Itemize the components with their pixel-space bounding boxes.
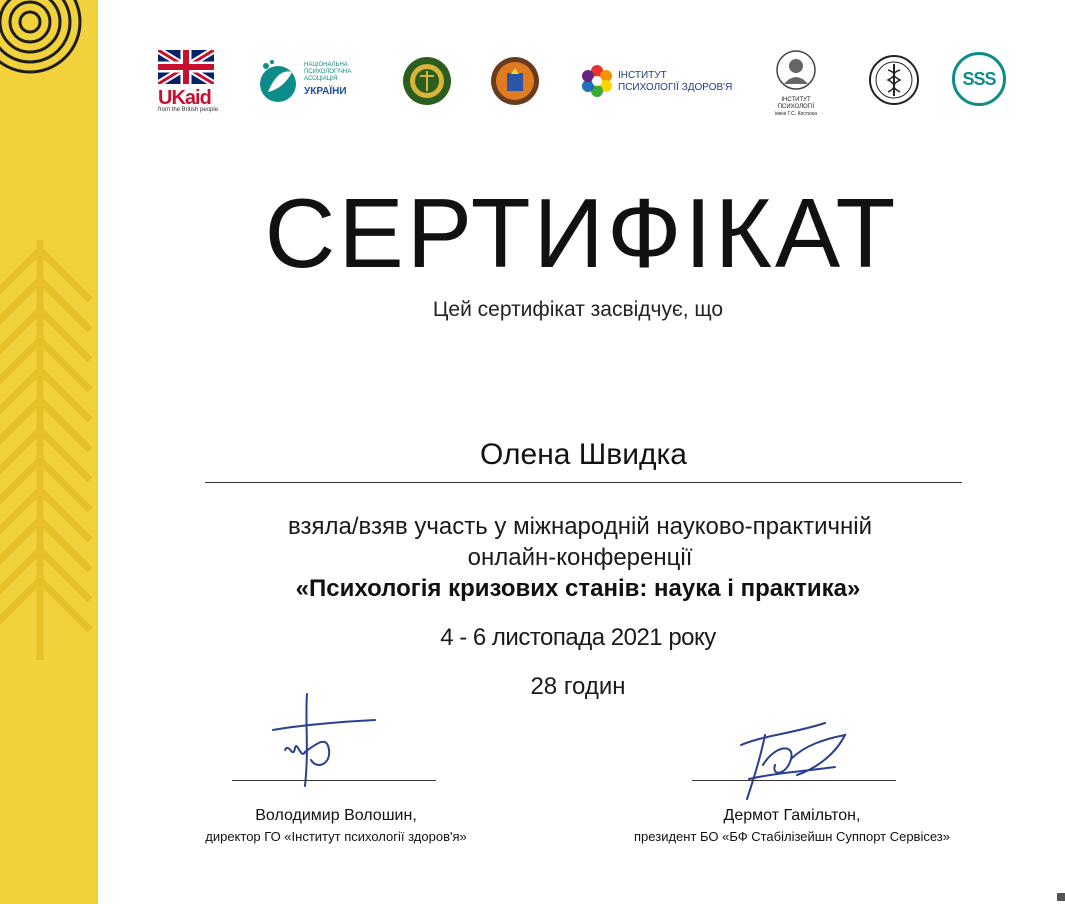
sss-label: SSS — [962, 68, 996, 89]
participation-line-2: онлайн-конференції — [467, 544, 693, 571]
corner-mark — [1057, 893, 1065, 901]
flower-icon — [580, 64, 614, 98]
participation-line-1: взяла/взяв участь у міжнародній науково-практичній — [287, 513, 873, 540]
health-psychology-institute-logo — [580, 50, 740, 112]
sss-circle-icon — [952, 52, 1006, 106]
left-handwritten-signature — [265, 690, 380, 790]
recipient-underline — [205, 482, 962, 483]
right-signatory — [600, 807, 984, 844]
kostiuk-line1: ІНСТИТУТ — [781, 97, 811, 103]
conference-dates: 4 - 6 листопада 2021 року — [440, 624, 716, 651]
npa-emblem-icon — [258, 58, 302, 106]
npa-logo — [258, 50, 363, 112]
participation-text — [150, 511, 1010, 573]
right-signatory-role: президент БО «БФ Стабілізейшн Суппорт Сервісез» — [634, 829, 950, 844]
ukaid-label: UKaid — [158, 87, 211, 109]
uk-flag-icon — [158, 50, 214, 84]
left-signature-line — [232, 780, 436, 781]
band-pattern — [0, 0, 98, 904]
medical-emblem-logo — [868, 50, 920, 112]
kostiuk-line2: ПСИХОЛОГІЇ — [777, 104, 815, 110]
left-signatory-name: Володимир Волошин, — [255, 807, 417, 824]
orange-seal-icon — [490, 56, 540, 106]
conference-hours: 28 годин — [530, 673, 626, 700]
partner-logos-row — [150, 50, 1030, 115]
right-signature-line — [692, 780, 896, 781]
green-seal-icon — [402, 56, 452, 106]
decorative-side-band — [0, 0, 98, 904]
recipient-name: Олена Швидка — [480, 438, 687, 471]
left-signatory — [168, 807, 504, 844]
ukaid-subtitle: from the British people — [158, 107, 219, 113]
kostiuk-line3: імені Г.С. Костюка — [775, 111, 817, 117]
certificate-intro: Цей сертифікат засвідчує, що — [432, 298, 724, 321]
caduceus-icon — [868, 54, 920, 106]
kostiuk-institute-logo — [770, 50, 822, 117]
right-handwritten-signature — [735, 715, 865, 805]
right-signatory-name: Дермот Гамільтон, — [723, 807, 861, 824]
health-psychology-line2: ПСИХОЛОГІЇ ЗДОРОВ'Я — [618, 82, 733, 93]
university-seal-logo — [490, 50, 540, 112]
conference-title: «Психологія кризових станів: наука і практика» — [295, 575, 861, 602]
academy-seal-logo — [402, 50, 452, 112]
npa-label: НАЦІОНАЛЬНА ПСИХОЛОГІЧНА АСОЦІАЦІЯ — [304, 62, 352, 82]
ukaid-logo — [158, 50, 219, 113]
npa-country: УКРАЇНИ — [304, 86, 347, 97]
portrait-emblem-icon — [770, 50, 822, 92]
left-signatory-role: директор ГО «Інститут психології здоров'я» — [205, 829, 467, 844]
health-psychology-line1: ІНСТИТУТ — [618, 70, 667, 81]
certificate-title: СЕРТИФІКАТ — [264, 178, 899, 288]
sss-logo — [952, 50, 1012, 112]
